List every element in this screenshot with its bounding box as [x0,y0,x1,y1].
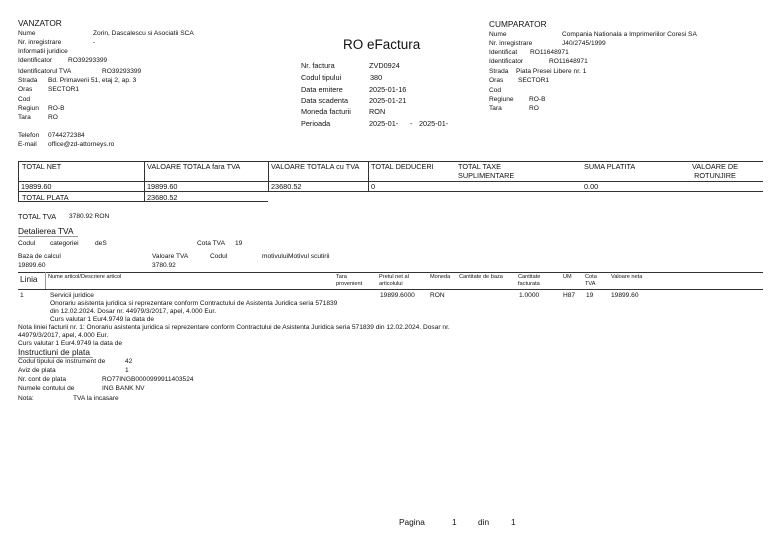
line-item-name: Servicii juridice [50,292,94,299]
buyer-street-value: Piata Presei Libere nr. 1 [516,68,587,75]
buyer-city-label: Oras [489,77,504,84]
seller-city-label: Oras [18,86,33,93]
total-payment-label: TOTAL PLATA [22,193,69,202]
buyer-street-label: Strada [489,68,509,75]
value-amount-paid: 0.00 [584,182,599,191]
period-separator: - [410,119,413,128]
note-value: TVA la incasare [73,395,119,402]
line-note-3: Curs valutar 1 Eur4.9749 la data de [18,340,123,347]
seller-country-label: Tara [18,114,31,121]
seller-email-label: E-mail [18,141,37,148]
seller-id-value: RO39293399 [68,57,108,64]
seller-street-value: Bd. Primaverii 51, etaj 2, ap. 3 [48,77,137,84]
header-total-no-vat: VALOARE TOTALA fara TVA [147,162,241,171]
header-rounding: VALOARE DE ROTUNJIRE [691,162,739,180]
line-item-desc-2: din 12.02.2024. Dosar nr. 44979/3/2017, apel, 4.000 Eur. [50,308,217,315]
line-price: 19899.6000 [380,292,415,299]
note-label: Nota: [18,395,34,402]
seller-reg-value: - [93,39,96,46]
buyer-id-value: RO11648971 [549,58,588,65]
line-currency: RON [430,292,445,299]
payment-advice-label: Aviz de plata [18,367,56,374]
buyer-heading: CUMPARATOR [489,19,547,29]
seller-vat-id-label: Identificatorul TVA [18,68,72,75]
line-net-value: 19899.60 [611,292,639,299]
header-total-deductions: TOTAL DEDUCERI [371,162,434,171]
lines-header-origin: Tara provenient [336,274,363,287]
vat-detail-heading: Detalierea TVA [18,226,74,236]
vat-category-value: deS [95,240,107,247]
vat-category-label: categoriei [50,240,79,247]
header-total-with-vat: VALOARE TOTALA cu TVA [271,162,360,171]
vat-base-value: 19899.60 [18,262,46,269]
buyer-country-value: RO [529,105,539,112]
invoice-number-value: ZVD0924 [369,61,400,70]
period-start: 2025-01- [369,119,399,128]
value-total-no-vat: 19899.60 [147,182,178,191]
lines-header-name: Nume articol/Descriere articol [48,274,122,280]
header-total-extra-tax: TOTAL TAXE SUPLIMENTARE [458,162,515,180]
line-quantity: 1.0000 [519,292,540,299]
header-amount-paid: SUMA PLATITA [584,162,636,171]
buyer-region-value: RO-B [529,96,546,103]
issue-date-value: 2025-01-16 [369,85,407,94]
seller-region-value: RO-B [48,105,65,112]
lines-header-vat: Cota TVA [585,274,597,287]
lines-header-um: UM [563,274,572,280]
buyer-zip-label: Cod [489,87,502,94]
vat-rate-label: Cota TVA [197,240,225,247]
line-note-2: 44979/3/2017, apel, 4.000 Eur. [18,332,109,339]
lines-header-invoiced-qty: Cantitate facturata [518,274,541,287]
total-vat-value: 3780.92 RON [69,213,110,220]
seller-id-label: Identificator [18,57,53,64]
value-total-with-vat: 23680.52 [271,182,302,191]
page-of-label: din [478,517,490,527]
payment-type-label: Codul tipului de instrument de [18,358,106,365]
seller-city-value: SECTOR1 [48,86,80,93]
issue-date-label: Data emitere [301,85,343,94]
page-current: 1 [452,517,457,527]
vat-amount-label: Valoare TVA [152,253,189,260]
account-number-value: RO77INGB0000999911403524 [102,376,194,383]
lines-header-price: Pretul net al articolului [379,274,409,287]
line-um: H87 [563,292,576,299]
total-vat-label: TOTAL TVA [18,212,57,221]
period-label: Perioada [301,119,331,128]
vat-code2-label: Codul [210,253,228,260]
payment-type-value: 42 [125,358,133,365]
payment-heading: Instructiuni de plata [18,347,90,357]
buyer-region-label: Regiune [489,96,514,103]
payment-advice-value: 1 [125,367,129,374]
line-vat-rate: 19 [586,292,594,299]
due-date-label: Data scadenta [301,96,349,105]
vat-rate-value: 19 [235,240,243,247]
seller-phone-label: Telefon [18,132,40,139]
account-name-label: Numele contului de [18,385,75,392]
seller-heading: VANZATOR [18,18,62,28]
vat-amount-value: 3780.92 [152,262,176,269]
buyer-ident-value: RO11648971 [530,49,569,56]
seller-name-label: Nume [18,30,36,37]
buyer-city-value: SECTOR1 [518,77,550,84]
seller-street-label: Strada [18,77,38,84]
seller-zip-label: Cod [18,96,31,103]
lines-header-net: Valoare neta [611,274,643,280]
line-number: 1 [20,292,24,299]
buyer-name-value: Compania Nationala a Imprimeriilor Coresi SA [562,31,697,38]
account-name-value: ING BANK NV [102,385,145,392]
type-code-value: 380 [370,73,383,82]
vat-base-label: Baza de calcul [18,253,61,260]
line-note-1: Nota liniei facturii nr. 1: Onorariu asistenta juridica si reprezentare conform Contractului de Asistenta Juridica seria 571839 din 12.02.2024. Dosar nr. [18,324,450,331]
account-number-label: Nr. cont de plata [18,376,67,383]
line-item-desc-1: Onorariu asistenta juridica si reprezentare conform Contractului de Asistenta Juridica seria 571839 [50,300,338,307]
vat-exemption-label: motivuluiMotivul scutirii [262,253,330,260]
buyer-id-label: Identificator [489,58,524,65]
value-total-net: 19899.60 [21,182,52,191]
lines-header-line: Linia [20,274,38,284]
lines-header-currency: Moneda [430,274,451,280]
line-item-desc-3: Curs valutar 1 Eur4.9749 la data de [50,316,155,323]
seller-vat-id-value: RO39293399 [102,68,142,75]
buyer-name-label: Nume [489,31,507,38]
document-title: RO eFactura [343,37,421,52]
currency-label: Moneda facturii [301,107,351,116]
total-payment-value: 23680.52 [147,193,178,202]
seller-email-value: office@zd-attorneys.ro [48,141,115,148]
buyer-country-label: Tara [489,105,502,112]
lines-header-base-qty: Cantitate de baza [459,274,503,280]
page-total: 1 [511,517,516,527]
vat-code-label: Codul [18,240,36,247]
period-end: 2025-01- [419,119,449,128]
seller-legal-label: Informatii juridice [18,48,68,55]
header-total-net: TOTAL NET [22,162,62,171]
currency-value: RON [369,107,386,116]
invoice-number-label: Nr. factura [301,61,335,70]
seller-reg-label: Nr. inregistrare [18,39,62,46]
value-total-deductions: 0 [371,182,376,191]
type-code-label: Codul tipului [301,73,342,82]
page-label: Pagina [399,517,425,527]
due-date-value: 2025-01-21 [369,96,407,105]
seller-country-value: RO [48,114,58,121]
buyer-ident-label: Identificat [489,49,518,56]
buyer-reg-label: Nr. inregistrare [489,40,533,47]
seller-name-value: Zorin, Dascalescu si Asociatii SCA [93,30,194,37]
buyer-reg-value: J40/2745/1999 [562,40,606,47]
seller-phone-value: 0744272384 [48,132,85,139]
seller-region-label: Regiun [18,105,39,112]
